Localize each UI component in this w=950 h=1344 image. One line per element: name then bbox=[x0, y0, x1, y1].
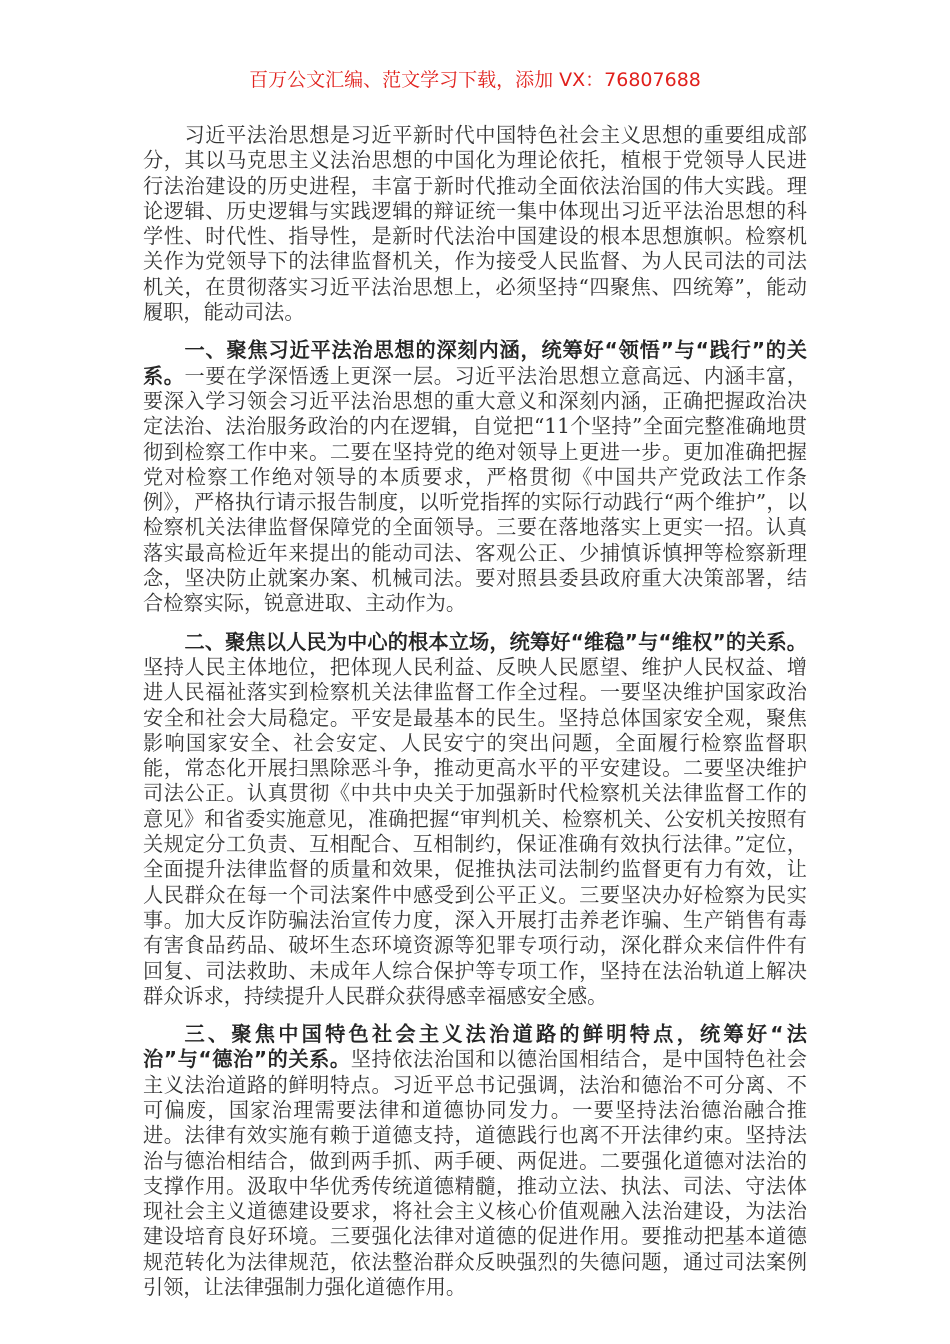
promo-banner: 百万公文汇编、范文学习下载，添加 VX：76807688 bbox=[249, 69, 701, 91]
section-1-heading: 一、聚焦习近平法治思想的深刻内涵，统筹好“领悟”与“践行”的关系。 bbox=[143, 338, 807, 388]
document-body bbox=[143, 123, 807, 1300]
section-2-paragraph bbox=[143, 630, 807, 1009]
section-2-text: 坚持人民主体地位，把体现人民利益、反映人民愿望、维护人民权益、增进人民福祉落实到检察机关法律监督工作全过程。一要坚决维护国家政治安全和社会大局稳定。平安是最基本的民生。坚持总体国家安全观，聚焦影响国家安全、社会安定、人民安宁的突出问题，全面履行检察监督职能，常态化开展扫黑除恶斗争，推动更高水平的平安建设。二要坚决维护司法公正。认真贯彻《中共中央关于加强新时代检察机关法律监督工作的意见》和省委实施意见，准确把握“审判机关、检察机关、公安机关按照有关规定分工负责、互相配合、互相制约，保证准确有效执行法律。”定位，全面提升法律监督的质量和效果，促推执法司法制约监督更有力有效，让人民群众在每一个司法案件中感受到公平正义。三要坚决办好检察为民实事。加大反诈防骗法治宣传力度，深入开展打击养老诈骗、生产销售有毒有害食品药品、破坏生态环境资源等犯罪专项行动，深化群众来信件件有回复、司法救助、未成年人综合保护等专项工作，坚持在法治轨道上解决群众诉求，持续提升人民群众获得感幸福感安全感。 bbox=[143, 654, 807, 1008]
section-1-text: 一要在学深悟透上更深一层。习近平法治思想立意高远、内涵丰富，要深入学习领会习近平法治思想的重大意义和深刻内涵，正确把握政治决定法治、法治服务政治的内在逻辑，自觉把“11个坚持”全面完整准确地贯彻到检察工作中来。二要在坚持党的绝对领导上更进一步。更加准确把握党对检察工作绝对领导的本质要求，严格贯彻《中国共产党政法工作条例》，严格执行请示报告制度，以听党指挥的实际行动践行“两个维护”，以检察机关法律监督保障党的全面领导。三要在落地落实上更实一招。认真落实最高检近年来提出的能动司法、客观公正、少捕慎诉慎押等检察新理念，坚决防止就案办案、机械司法。要对照县委县政府重大决策部署，结合检察实际，锐意进取、主动作为。 bbox=[143, 363, 807, 616]
section-1-paragraph bbox=[143, 338, 807, 616]
section-2-heading: 二、聚焦以人民为中心的根本立场，统筹好“维稳”与“维权”的关系。 bbox=[184, 629, 807, 654]
section-3-heading: 三、聚焦中国特色社会主义法治道路的鲜明特点，统筹好“法治”与“德治”的关系。 bbox=[143, 1022, 807, 1072]
intro-paragraph bbox=[143, 123, 807, 325]
section-3-paragraph bbox=[143, 1022, 807, 1300]
section-3-text: 坚持依法治国和以德治国相结合，是中国特色社会主义法治道路的鲜明特点。习近平总书记强调，法治和德治不可分离、不可偏废，国家治理需要法律和道德协同发力。一要坚持法治德治融合推进。法律有效实施有赖于道德支持，道德践行也离不开法律约束。坚持法治与德治相结合，做到两手抓、两手硬、两促进。二要强化道德对法治的支撑作用。汲取中华优秀传统道德精髓，推动立法、执法、司法、守法体现社会主义道德建设要求，将社会主义核心价值观融入法治建设，为法治建设培育良好环境。三要强化法律对道德的促进作用。要推动把基本道德规范转化为法律规范，依法整治群众反映强烈的失德问题，通过司法案例引领，让法律强制力强化道德作用。 bbox=[143, 1047, 807, 1300]
intro-paragraph-text: 习近平法治思想是习近平新时代中国特色社会主义思想的重要组成部分，其以马克思主义法治思想的中国化为理论依托，植根于党领导人民进行法治建设的历史进程，丰富于新时代推动全面依法治国的伟大实践。理论逻辑、历史逻辑与实践逻辑的辩证统一集中体现出习近平法治思想的科学性、时代性、指导性，是新时代法治中国建设的根本思想旗帜。检察机关作为党领导下的法律监督机关，作为接受人民监督、为人民司法的司法机关，在贯彻落实习近平法治思想上，必须坚持“四聚焦、四统筹”，能动履职，能动司法。 bbox=[143, 123, 807, 325]
